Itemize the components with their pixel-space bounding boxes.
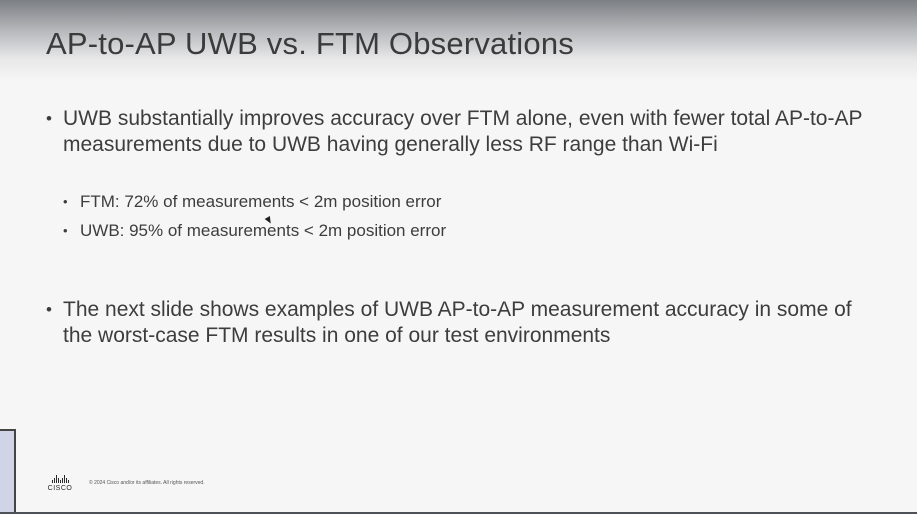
bullet-1 <box>46 106 866 158</box>
bullet-2 <box>46 297 866 349</box>
cisco-logo-bars <box>40 474 80 483</box>
sub-bullet-uwb-text: UWB: 95% of measurements < 2m position error <box>80 221 447 240</box>
slide-title: AP-to-AP UWB vs. FTM Observations <box>46 26 574 61</box>
sub-bullet-uwb <box>63 220 446 242</box>
copyright-notice: © 2024 Cisco and/or its affiliates. All rights reserved. <box>89 480 205 486</box>
sub-bullet-ftm <box>63 191 441 213</box>
logo-wordmark: CISCO <box>47 485 73 492</box>
sub-bullet-marker: • <box>63 194 68 209</box>
thumbnail-edge[interactable] <box>0 429 16 512</box>
cisco-logo-icon <box>40 474 80 494</box>
bullet-1-text: UWB substantially improves accuracy over FTM alone, even with fewer total AP-to-AP measurements due to UWB having generally less RF range than Wi-Fi <box>63 107 863 156</box>
sub-bullet-marker: • <box>63 223 68 238</box>
sub-bullet-ftm-text: FTM: 72% of measurements < 2m position error <box>80 192 442 211</box>
bullet-2-text: The next slide shows examples of UWB AP-to-AP measurement accuracy in some of the worst-case FTM results in one of our test environments <box>63 298 852 347</box>
bullet-marker: • <box>46 109 52 128</box>
bullet-marker: • <box>46 300 52 319</box>
